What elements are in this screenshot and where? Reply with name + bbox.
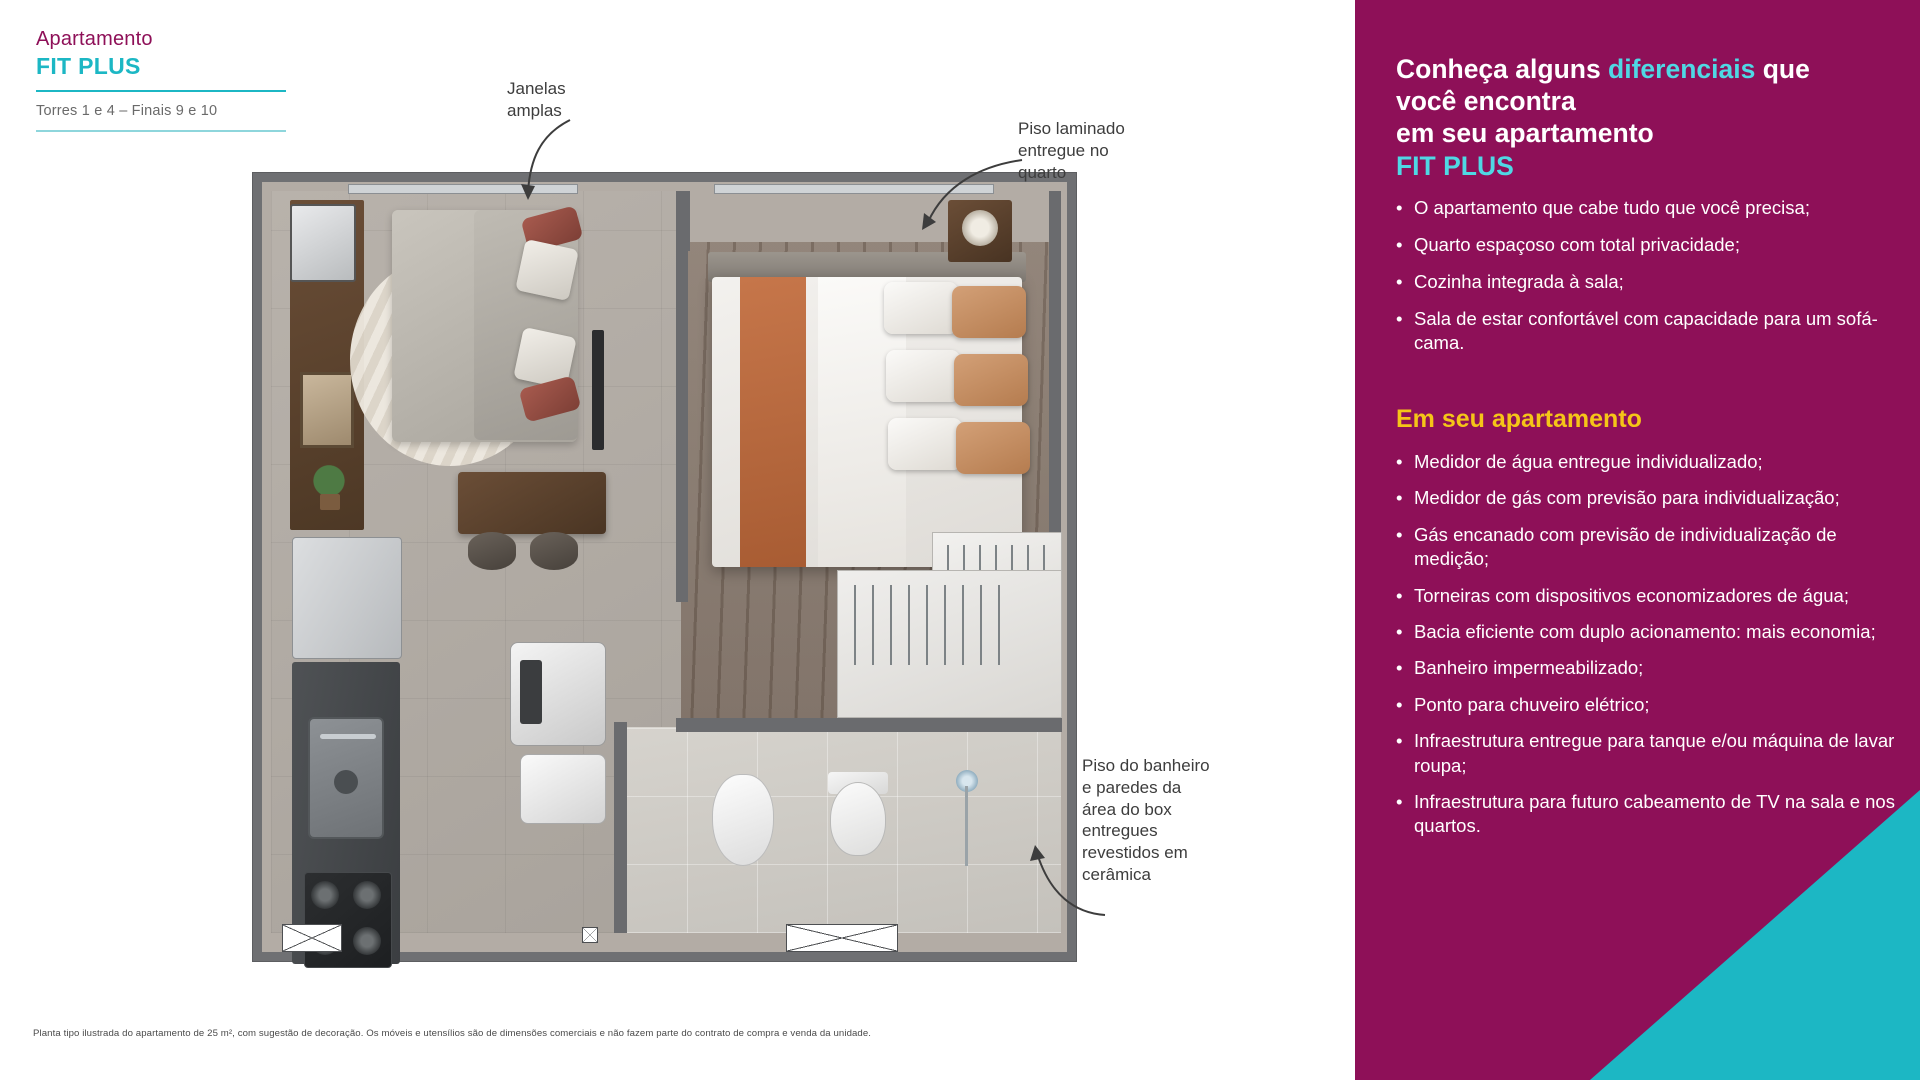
bed-runner [740, 277, 806, 567]
list-item: • Quarto espaçoso com total privacidade; [1396, 233, 1886, 257]
hanger-icon [890, 585, 892, 665]
heading-part1: Conheça alguns [1396, 54, 1609, 84]
heading-fitplus: FIT PLUS [1396, 151, 1514, 182]
refrigerator [292, 537, 402, 659]
stove [304, 872, 392, 968]
list-item: • Cozinha integrada à sala; [1396, 270, 1886, 294]
title-subtitle: Torres 1 e 4 – Finais 9 e 10 [36, 103, 218, 119]
pillow [888, 418, 962, 470]
shower-bar [965, 786, 968, 866]
list-item: • Torneiras com dispositivos economizadores de água; [1396, 584, 1896, 608]
hanger-icon [872, 585, 874, 665]
window-living [348, 184, 578, 194]
title-divider [36, 90, 286, 92]
pillow [956, 422, 1030, 474]
plant-icon [304, 460, 354, 512]
subtitle-divider [36, 130, 286, 132]
hanger-icon [998, 585, 1000, 665]
hanger-icon [908, 585, 910, 665]
features-list [1396, 196, 1886, 368]
dining-table [458, 472, 606, 534]
apartment-items-list [1396, 450, 1896, 851]
callout-janelas: Janelas amplas [507, 79, 566, 120]
list-item: • Bacia eficiente com duplo acionamento: mais economia; [1396, 620, 1896, 644]
callout-piso-laminado: Piso laminado entregue no quarto [1018, 119, 1125, 182]
pillow [952, 286, 1026, 338]
stool [530, 532, 578, 570]
floor-plan [252, 172, 1077, 962]
closet-lower [837, 570, 1062, 718]
list-item: • Banheiro impermeabilizado; [1396, 656, 1896, 680]
list-item: • Gás encanado com previsão de individualização de medição; [1396, 523, 1896, 572]
callout-piso-banheiro: Piso do banheiro e paredes da área do box entregues revestidos em cerâmica [1082, 756, 1210, 884]
laundry-tank [520, 754, 606, 824]
floor-plan-interior [262, 182, 1067, 952]
stool [468, 532, 516, 570]
door-entry [786, 924, 898, 952]
hanger-icon [944, 585, 946, 665]
page-title-fitplus: FIT PLUS [36, 53, 141, 79]
heading-highlight: diferenciais [1608, 54, 1756, 84]
burner-icon [311, 881, 339, 909]
features-subheading: Em seu apartamento [1396, 405, 1642, 433]
burner-icon [353, 927, 381, 955]
list-item: • Infraestrutura entregue para tanque e/ou máquina de lavar roupa; [1396, 729, 1896, 778]
washer-door [520, 660, 542, 724]
door-small [582, 927, 598, 943]
hanger-icon [980, 585, 982, 665]
heading-part2: que [1755, 54, 1810, 84]
footnote: Planta tipo ilustrada do apartamento de 25 m², com sugestão de decoração. Os móveis e utensílios são de dimensões comerciais e não fazem parte do contrato de compra e venda da unidade. [33, 1028, 872, 1039]
features-panel [1355, 0, 1920, 1080]
list-item: • Infraestrutura para futuro cabeamento de TV na sala e nos quartos. [1396, 790, 1896, 839]
burner-icon [353, 881, 381, 909]
heading-line2: você encontra [1396, 85, 1576, 116]
list-item: • Sala de estar confortável com capacidade para um sofá-cama. [1396, 307, 1886, 355]
toilet [830, 782, 886, 856]
laptop-icon [290, 204, 356, 282]
tv-panel [592, 330, 604, 450]
cushion [515, 239, 579, 301]
hanger-icon [926, 585, 928, 665]
wall-art [300, 372, 354, 448]
page-title-apartamento: Apartamento [36, 28, 153, 50]
wall-segment [614, 722, 627, 933]
list-item: • O apartamento que cabe tudo que você precisa; [1396, 196, 1886, 220]
faucet-icon [320, 734, 376, 739]
bathroom-sink [712, 774, 774, 866]
hanger-icon [854, 585, 856, 665]
wall-segment [676, 242, 688, 602]
door-service [282, 924, 342, 952]
list-item: • Medidor de gás com previsão para individualização; [1396, 486, 1896, 510]
pillow [884, 282, 958, 334]
pillow [886, 350, 960, 402]
title-block [36, 28, 296, 132]
list-item: • Medidor de água entregue individualizado; [1396, 450, 1896, 474]
window-bedroom [714, 184, 994, 194]
drain-icon [334, 770, 358, 794]
features-heading [1396, 54, 1886, 183]
list-item: • Ponto para chuveiro elétrico; [1396, 693, 1896, 717]
heading-line3: em seu apartamento [1396, 117, 1654, 148]
wall-segment [676, 718, 1062, 732]
pillow [954, 354, 1028, 406]
hanger-icon [962, 585, 964, 665]
lamp-icon [962, 210, 998, 246]
